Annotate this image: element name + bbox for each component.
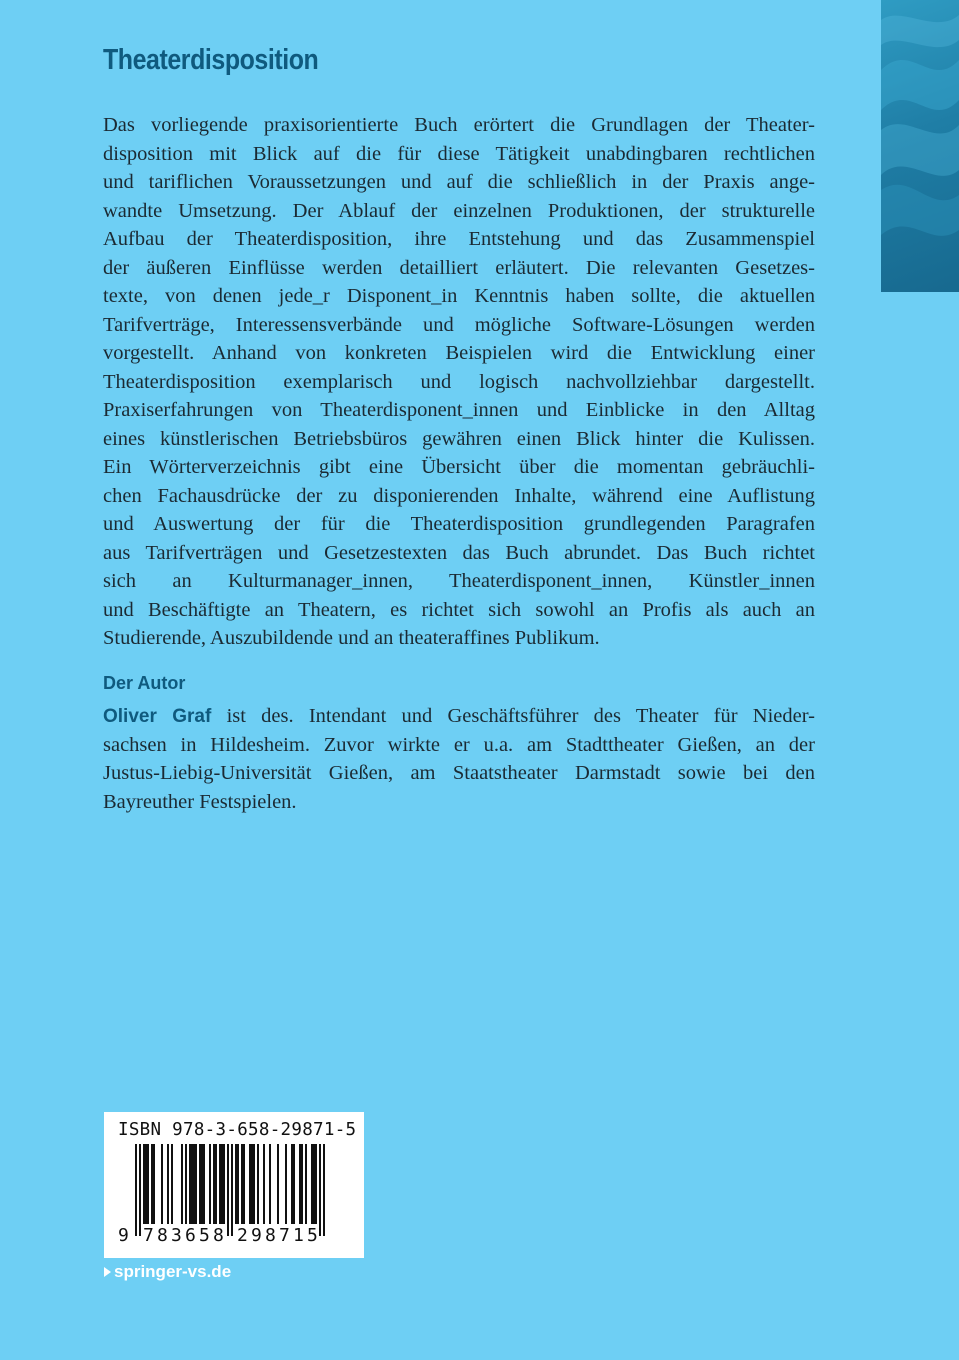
barcode-bar bbox=[223, 1144, 225, 1224]
description-line: der äußeren Einflüsse werden detailliert erläutert. Die relevanten Gesetzes- bbox=[103, 256, 815, 279]
author-bio-line: Justus-Liebig-Universität Gießen, am Staatstheater Darmstadt sowie bei den bbox=[103, 762, 815, 784]
author-bio-line: sachsen in Hildesheim. Zuvor wirkte er u.a. am Stadttheater Gießen, an der bbox=[103, 733, 815, 756]
barcode-bar bbox=[171, 1144, 173, 1224]
description-line: Ein Wörterverzeichnis gibt eine Übersicht über die momentan gebräuchli- bbox=[103, 456, 815, 478]
barcode-bar bbox=[193, 1144, 195, 1224]
barcode-bar bbox=[209, 1144, 211, 1224]
barcode-bar bbox=[263, 1144, 265, 1224]
author-bio-line bbox=[103, 702, 815, 731]
barcode-bar bbox=[151, 1144, 153, 1224]
barcode-bar bbox=[135, 1144, 137, 1236]
barcode-bar bbox=[231, 1144, 233, 1236]
description-line: Aufbau der Theaterdisposition, ihre Entstehung und das Zusammenspiel bbox=[103, 228, 815, 250]
ean-digits bbox=[104, 1225, 364, 1255]
wave-pattern-icon bbox=[881, 0, 959, 292]
author-bio-line: Bayreuther Festspielen. bbox=[103, 790, 297, 813]
barcode-bar bbox=[251, 1144, 253, 1224]
book-title: Theaterdisposition bbox=[103, 44, 319, 76]
ean-digit: 8 bbox=[265, 1225, 276, 1246]
barcode-bar bbox=[323, 1144, 325, 1236]
barcode-bar bbox=[237, 1144, 239, 1224]
barcode-bar bbox=[221, 1144, 223, 1224]
barcode-bar bbox=[319, 1144, 321, 1236]
ean-digit: 7 bbox=[143, 1225, 154, 1246]
barcode-bar bbox=[257, 1144, 259, 1224]
isbn-barcode bbox=[104, 1112, 364, 1258]
author-bio bbox=[103, 702, 815, 816]
author-bio-text: ist des. Intendant und Geschäftsführer des Theater für Nieder- bbox=[211, 705, 815, 727]
description-line: Theaterdisposition exemplarisch und logisch nachvollziehbar dargestellt. bbox=[103, 370, 815, 393]
description-line: wandte Umsetzung. Der Ablauf der einzelnen Produktionen, der strukturelle bbox=[103, 199, 815, 222]
barcode-bar bbox=[185, 1144, 187, 1224]
description-line: vorgestellt. Anhand von konkreten Beispielen wird die Entwicklung einer bbox=[103, 342, 815, 364]
ean-digit: 8 bbox=[213, 1225, 224, 1246]
ean-digit: 5 bbox=[307, 1225, 318, 1246]
description-line: texte, von denen jede_r Disponent_in Kenntnis haben sollte, die aktuellen bbox=[103, 285, 815, 307]
ean-digit: 9 bbox=[251, 1225, 262, 1246]
barcode-bar bbox=[253, 1144, 255, 1224]
ean-digit: 6 bbox=[185, 1225, 196, 1246]
isbn-label: ISBN 978-3-658-29871-5 bbox=[118, 1120, 357, 1140]
barcode-bar bbox=[313, 1144, 315, 1224]
barcode-bar bbox=[301, 1144, 303, 1224]
barcode-bar bbox=[241, 1144, 243, 1224]
barcode-bar bbox=[243, 1144, 245, 1224]
barcode-bar bbox=[145, 1144, 147, 1224]
description-line: chen Fachausdrücke der zu disponierenden Inhalte, während eine Auflistung bbox=[103, 484, 815, 507]
barcode-bar bbox=[249, 1144, 251, 1224]
author-name: Oliver Graf bbox=[103, 706, 212, 727]
ean-digit: 7 bbox=[279, 1225, 290, 1246]
barcode-bar bbox=[153, 1144, 155, 1224]
book-description bbox=[103, 111, 815, 653]
barcode-bar bbox=[195, 1144, 197, 1224]
description-line: und tariflichen Voraussetzungen und auf die schließlich in der Praxis ange- bbox=[103, 171, 815, 193]
barcode-bar bbox=[181, 1144, 183, 1224]
barcode-bar bbox=[199, 1144, 201, 1224]
barcode-bar bbox=[269, 1144, 271, 1224]
barcode-bar bbox=[215, 1144, 217, 1224]
barcode-bar bbox=[213, 1144, 215, 1224]
description-line: Praxiserfahrungen von Theaterdisponent_innen und Einblicke in den Alltag bbox=[103, 399, 815, 421]
barcode-bar bbox=[235, 1144, 237, 1224]
description-line: eines künstlerischen Betriebsbüros gewähren einen Blick hinter die Kulissen. bbox=[103, 427, 815, 450]
barcode-bar bbox=[167, 1144, 169, 1224]
barcode-bar bbox=[203, 1144, 205, 1224]
barcode-bar bbox=[219, 1144, 221, 1224]
ean-digit: 8 bbox=[157, 1225, 168, 1246]
barcode-bar bbox=[285, 1144, 287, 1224]
barcode-bar bbox=[277, 1144, 279, 1224]
description-line: und Auswertung der für die Theaterdisposition grundlegenden Paragrafen bbox=[103, 513, 815, 535]
barcode-bar bbox=[201, 1144, 203, 1224]
barcode-bar bbox=[299, 1144, 301, 1224]
barcode-bar bbox=[191, 1144, 193, 1224]
barcode-bar bbox=[161, 1144, 163, 1224]
description-line: aus Tarifverträgen und Gesetzestexten das Buch abrundet. Das Buch richtet bbox=[103, 541, 815, 564]
ean-digit: 3 bbox=[171, 1225, 182, 1246]
barcode-bar bbox=[143, 1144, 145, 1224]
publisher-link[interactable] bbox=[104, 1262, 231, 1282]
barcode-bar bbox=[147, 1144, 149, 1224]
barcode-bar bbox=[227, 1144, 229, 1236]
description-line: und Beschäftigte an Theatern, es richtet sich sowohl an Profis als auch an bbox=[103, 598, 815, 621]
barcode-bar bbox=[291, 1144, 293, 1224]
barcode-bar bbox=[311, 1144, 313, 1224]
ean-digit: 1 bbox=[293, 1225, 304, 1246]
barcode-bar bbox=[189, 1144, 191, 1224]
cover-corner-graphic bbox=[881, 0, 959, 292]
barcode-bar bbox=[293, 1144, 295, 1224]
publisher-link-text: springer-vs.de bbox=[114, 1262, 232, 1281]
barcode-bar bbox=[315, 1144, 317, 1224]
description-line: Tarifverträge, Interessensverbände und mögliche Software-Lösungen werden bbox=[103, 313, 815, 336]
author-heading: Der Autor bbox=[103, 673, 186, 693]
barcode-bar bbox=[305, 1144, 307, 1224]
ean-digit: 5 bbox=[199, 1225, 210, 1246]
description-line: disposition mit Blick auf die für diese Tätigkeit unabdingbaren rechtlichen bbox=[103, 142, 815, 165]
barcode-bar bbox=[139, 1144, 141, 1236]
ean-digit: 2 bbox=[237, 1225, 248, 1246]
ean-digit: 9 bbox=[118, 1225, 129, 1246]
arrow-right-icon bbox=[104, 1267, 111, 1277]
description-line: sich an Kulturmanager_innen, Theaterdisponent_innen, Künstler_innen bbox=[103, 570, 815, 592]
description-line: Studierende, Auszubildende und an theateraffines Publikum. bbox=[103, 627, 600, 649]
description-line: Das vorliegende praxisorientierte Buch erörtert die Grundlagen der Theater- bbox=[103, 114, 815, 136]
